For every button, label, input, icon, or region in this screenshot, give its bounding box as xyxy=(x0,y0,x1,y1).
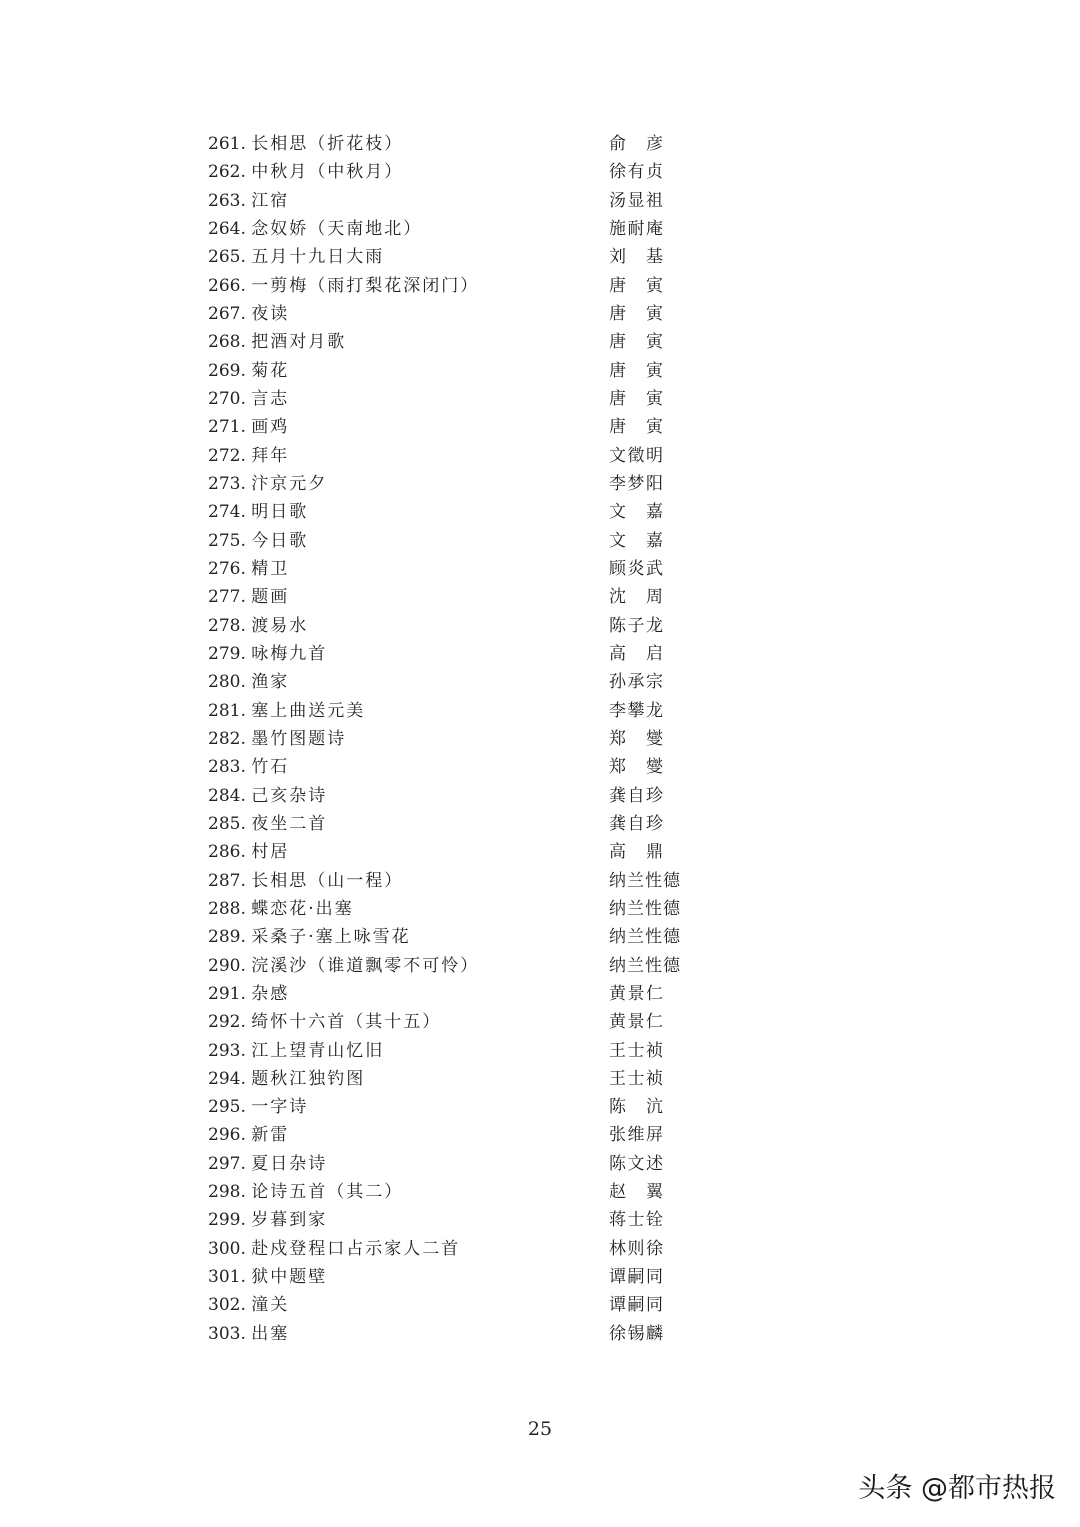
entry-title: 拜年 xyxy=(251,445,290,466)
list-item xyxy=(208,243,678,271)
list-item xyxy=(208,1121,678,1149)
entry-author: 文嘉 xyxy=(609,502,664,523)
list-item xyxy=(208,498,678,526)
entry-number: 301. xyxy=(208,1267,246,1288)
entry-title: 长相思（山一程） xyxy=(251,870,404,891)
list-item xyxy=(208,1037,678,1065)
entry-author: 纳兰性德 xyxy=(609,955,681,976)
list-item xyxy=(208,527,678,555)
entry-number: 282. xyxy=(208,728,246,749)
entry-title: 题秋江独钓图 xyxy=(251,1068,366,1089)
entry-number: 277. xyxy=(208,587,246,608)
entry-title: 潼关 xyxy=(251,1295,290,1316)
list-item xyxy=(208,753,678,781)
list-item xyxy=(208,725,678,753)
entry-title: 今日歌 xyxy=(251,530,309,551)
entry-author: 李攀龙 xyxy=(609,700,664,721)
entry-number: 279. xyxy=(208,643,246,664)
entry-title: 咏梅九首 xyxy=(251,643,328,664)
poem-list xyxy=(208,130,681,1348)
entry-author: 纳兰性德 xyxy=(609,870,681,891)
list-item xyxy=(208,555,678,583)
entry-author: 沈周 xyxy=(609,587,664,608)
entry-title: 渡易水 xyxy=(251,615,309,636)
list-item xyxy=(208,1291,678,1319)
entry-author: 赵翼 xyxy=(609,1182,664,1203)
entry-number: 278. xyxy=(208,615,246,636)
list-item xyxy=(208,867,681,895)
list-item xyxy=(208,1093,678,1121)
entry-number: 283. xyxy=(208,757,246,778)
entry-author: 谭嗣同 xyxy=(609,1267,664,1288)
entry-title: 画鸡 xyxy=(251,417,290,438)
entry-number: 267. xyxy=(208,303,246,324)
entry-title: 题画 xyxy=(251,587,290,608)
entry-title: 新雷 xyxy=(251,1125,290,1146)
entry-number: 270. xyxy=(208,388,246,409)
entry-title: 精卫 xyxy=(251,558,290,579)
entry-number: 291. xyxy=(208,983,246,1004)
entry-number: 264. xyxy=(208,218,246,239)
list-item xyxy=(208,923,681,951)
entry-number: 268. xyxy=(208,332,246,353)
list-item xyxy=(208,385,678,413)
entry-title: 夏日杂诗 xyxy=(251,1153,328,1174)
entry-author: 郑燮 xyxy=(609,757,664,778)
entry-number: 276. xyxy=(208,558,246,579)
entry-number: 280. xyxy=(208,672,246,693)
entry-title: 一剪梅（雨打梨花深闭门） xyxy=(251,275,480,296)
list-item xyxy=(208,1150,678,1178)
entry-author: 唐寅 xyxy=(609,332,664,353)
entry-number: 292. xyxy=(208,1012,246,1033)
list-item xyxy=(208,158,678,186)
entry-title: 夜坐二首 xyxy=(251,813,328,834)
list-item xyxy=(208,215,678,243)
entry-number: 263. xyxy=(208,190,246,211)
entry-author: 施耐庵 xyxy=(609,218,664,239)
entry-title: 岁暮到家 xyxy=(251,1210,328,1231)
entry-title: 明日歌 xyxy=(251,502,309,523)
list-item xyxy=(208,187,678,215)
entry-number: 261. xyxy=(208,134,246,154)
list-item xyxy=(208,357,678,385)
entry-title: 夜读 xyxy=(251,303,290,324)
entry-author: 文徵明 xyxy=(609,445,664,466)
entry-title: 绮怀十六首（其十五） xyxy=(251,1012,442,1033)
list-item xyxy=(208,782,678,810)
entry-number: 271. xyxy=(208,417,246,438)
entry-title: 江上望青山忆旧 xyxy=(251,1040,385,1061)
entry-title: 狱中题壁 xyxy=(251,1267,328,1288)
entry-author: 张维屏 xyxy=(609,1125,664,1146)
list-item xyxy=(208,300,678,328)
entry-number: 266. xyxy=(208,275,246,296)
page-number: 25 xyxy=(527,1418,553,1440)
entry-author: 汤显祖 xyxy=(609,190,664,211)
entry-author: 陈子龙 xyxy=(609,615,664,636)
entry-title: 蝶恋花·出塞 xyxy=(251,898,354,919)
list-item xyxy=(208,612,678,640)
entry-title: 杂感 xyxy=(251,983,290,1004)
entry-title: 己亥杂诗 xyxy=(251,785,328,806)
entry-title: 竹石 xyxy=(251,757,290,778)
entry-author: 陈沆 xyxy=(609,1097,664,1118)
entry-title: 浣溪沙（谁道飘零不可怜） xyxy=(251,955,480,976)
list-item xyxy=(208,697,678,725)
entry-title: 采桑子·塞上咏雪花 xyxy=(251,927,411,948)
list-item xyxy=(208,1206,678,1234)
entry-author: 谭嗣同 xyxy=(609,1295,664,1316)
entry-number: 275. xyxy=(208,530,246,551)
entry-author: 唐寅 xyxy=(609,275,664,296)
list-item xyxy=(208,1263,678,1291)
list-item xyxy=(208,810,678,838)
entry-number: 299. xyxy=(208,1210,246,1231)
entry-author: 刘基 xyxy=(609,247,664,268)
entry-title: 一字诗 xyxy=(251,1097,309,1118)
entry-title: 汴京元夕 xyxy=(251,473,328,494)
watermark: 头条 @都市热报 xyxy=(858,1473,1056,1504)
entry-number: 295. xyxy=(208,1097,246,1118)
entry-author: 高鼎 xyxy=(609,842,664,863)
list-item xyxy=(208,583,678,611)
entry-title: 论诗五首（其二） xyxy=(251,1182,404,1203)
entry-number: 296. xyxy=(208,1125,246,1146)
list-item xyxy=(208,1178,678,1206)
entry-author: 李梦阳 xyxy=(609,473,664,494)
entry-title: 把酒对月歌 xyxy=(251,332,347,353)
entry-number: 281. xyxy=(208,700,246,721)
entry-number: 289. xyxy=(208,927,246,948)
list-item xyxy=(208,980,678,1008)
entry-number: 286. xyxy=(208,842,246,863)
entry-author: 唐寅 xyxy=(609,303,664,324)
entry-number: 274. xyxy=(208,502,246,523)
entry-author: 唐寅 xyxy=(609,388,664,409)
list-item xyxy=(208,1008,678,1036)
entry-author: 唐寅 xyxy=(609,417,664,438)
entry-number: 294. xyxy=(208,1068,246,1089)
entry-number: 269. xyxy=(208,360,246,381)
list-item xyxy=(208,1065,678,1093)
list-item xyxy=(208,328,678,356)
entry-title: 渔家 xyxy=(251,672,290,693)
list-item xyxy=(208,895,681,923)
list-item xyxy=(208,470,678,498)
entry-title: 长相思（折花枝） xyxy=(251,134,404,154)
entry-author: 龚自珍 xyxy=(609,785,664,806)
list-item xyxy=(208,413,678,441)
entry-title: 言志 xyxy=(251,388,290,409)
entry-author: 郑燮 xyxy=(609,728,664,749)
list-item xyxy=(208,668,678,696)
entry-author: 徐有贞 xyxy=(609,162,664,183)
list-item xyxy=(208,1320,678,1348)
entry-author: 陈文述 xyxy=(609,1153,664,1174)
entry-title: 出塞 xyxy=(251,1323,290,1344)
list-item xyxy=(208,272,678,300)
entry-number: 284. xyxy=(208,785,246,806)
entry-number: 300. xyxy=(208,1238,246,1259)
entry-author: 黄景仁 xyxy=(609,983,664,1004)
entry-title: 塞上曲送元美 xyxy=(251,700,366,721)
entry-number: 290. xyxy=(208,955,246,976)
entry-author: 林则徐 xyxy=(609,1238,664,1259)
entry-title: 中秋月（中秋月） xyxy=(251,162,404,183)
entry-author: 唐寅 xyxy=(609,360,664,381)
entry-title: 菊花 xyxy=(251,360,290,381)
entry-author: 高启 xyxy=(609,643,664,664)
entry-number: 293. xyxy=(208,1040,246,1061)
entry-author: 龚自珍 xyxy=(609,813,664,834)
list-item xyxy=(208,130,678,158)
list-item xyxy=(208,1235,678,1263)
entry-author: 徐锡麟 xyxy=(609,1323,664,1344)
entry-author: 顾炎武 xyxy=(609,558,664,579)
entry-author: 王士祯 xyxy=(609,1068,664,1089)
list-item xyxy=(208,952,681,980)
list-item xyxy=(208,640,678,668)
entry-title: 赴戍登程口占示家人二首 xyxy=(251,1238,461,1259)
list-item xyxy=(208,442,678,470)
entry-author: 蒋士铨 xyxy=(609,1210,664,1231)
entry-number: 298. xyxy=(208,1182,246,1203)
entry-number: 285. xyxy=(208,813,246,834)
entry-title: 村居 xyxy=(251,842,290,863)
entry-number: 273. xyxy=(208,473,246,494)
entry-number: 297. xyxy=(208,1153,246,1174)
entry-title: 墨竹图题诗 xyxy=(251,728,347,749)
entry-author: 王士祯 xyxy=(609,1040,664,1061)
entry-author: 纳兰性德 xyxy=(609,898,681,919)
entry-number: 303. xyxy=(208,1323,246,1344)
list-item xyxy=(208,838,678,866)
entry-title: 五月十九日大雨 xyxy=(251,247,385,268)
entry-number: 272. xyxy=(208,445,246,466)
entry-author: 孙承宗 xyxy=(609,672,664,693)
entry-number: 262. xyxy=(208,162,246,183)
entry-number: 288. xyxy=(208,898,246,919)
entry-number: 265. xyxy=(208,247,246,268)
entry-author: 俞彦 xyxy=(609,134,664,154)
entry-author: 文嘉 xyxy=(609,530,664,551)
entry-author: 黄景仁 xyxy=(609,1012,664,1033)
entry-title: 江宿 xyxy=(251,190,290,211)
entry-title: 念奴娇（天南地北） xyxy=(251,218,423,239)
entry-number: 287. xyxy=(208,870,246,891)
entry-author: 纳兰性德 xyxy=(609,927,681,948)
entry-number: 302. xyxy=(208,1295,246,1316)
